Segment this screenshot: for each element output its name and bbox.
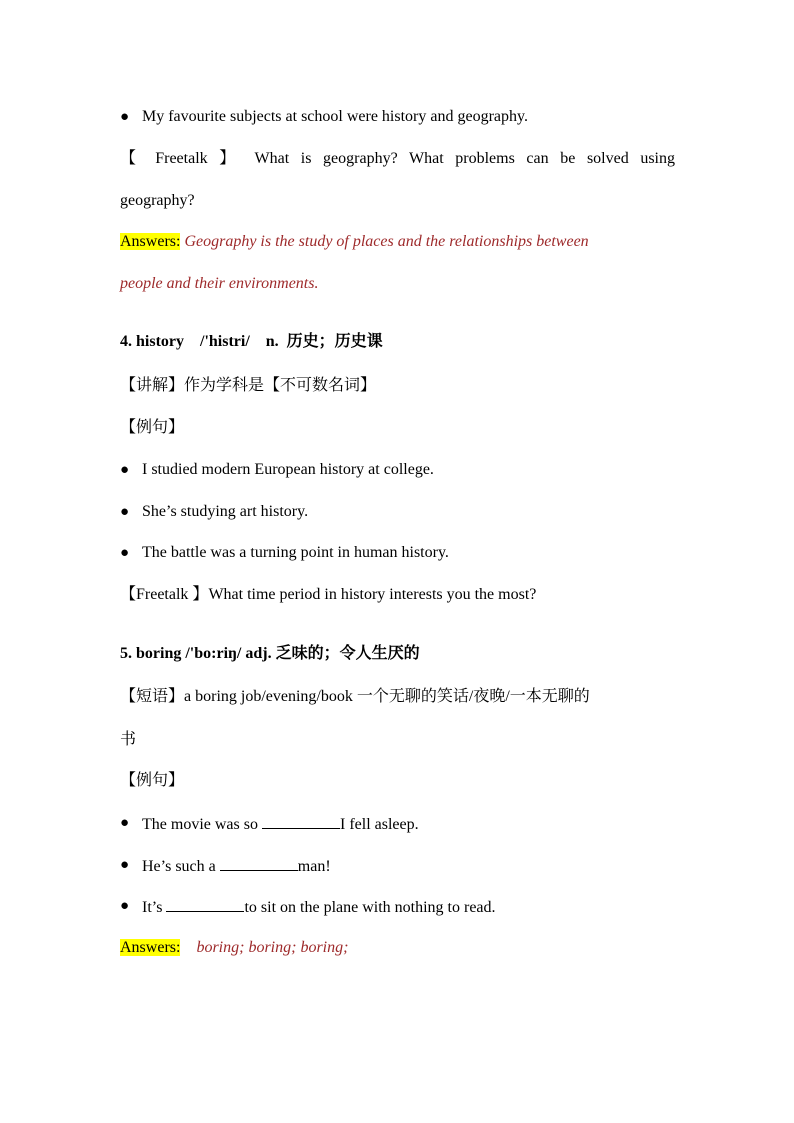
bullet-icon: ● <box>120 545 130 561</box>
freetalk-line <box>120 584 675 606</box>
freetalk-label: 【 Freetalk 】 <box>120 150 243 167</box>
answers-label: Answers: <box>120 939 181 956</box>
explain-label: 【讲解】 <box>120 377 185 394</box>
freetalk-text: What time period in history interests you the most? <box>208 586 537 603</box>
section-heading-boring: 5. boring /'bo:riŋ/ adj. 乏味的；令人生厌的 <box>120 645 420 662</box>
freetalk-text-cont: geography? <box>120 192 195 209</box>
example-text: I studied modern European history at college. <box>142 461 434 478</box>
bullet-icon: ● <box>120 815 130 831</box>
section-heading-history: 4. history /'histri/ n. 历史；历史课 <box>120 333 383 350</box>
answer-text-cont: people and their environments. <box>120 275 319 292</box>
answer-text: boring; boring; boring; <box>196 939 349 956</box>
phrase-label: 【短语】 <box>120 688 185 705</box>
freetalk-label: 【Freetalk 】 <box>120 586 209 603</box>
example-text: She’s studying art history. <box>142 503 309 520</box>
fill-blank <box>220 854 298 871</box>
answers-line-cont <box>120 273 675 295</box>
bullet-icon: ● <box>120 504 130 520</box>
bullet-icon: ● <box>120 898 130 914</box>
examples-label: 【例句】 <box>120 419 185 436</box>
bullet-icon: ● <box>120 462 130 478</box>
answers-label: Answers: <box>120 233 181 250</box>
bullet-icon: ● <box>120 857 130 873</box>
bullet-icon: ● <box>120 109 130 125</box>
example-text-before: It’s <box>142 899 167 916</box>
freetalk-text: What is geography? What problems can be solved using <box>254 150 676 167</box>
answers-line <box>120 231 675 253</box>
explain-text: 作为学科是【不可数名词】 <box>184 377 377 394</box>
phrase-line-cont: 书 <box>120 731 137 748</box>
fill-blank <box>166 895 244 912</box>
example-text-after: man! <box>297 858 331 875</box>
example-text: The battle was a turning point in human history. <box>142 544 449 561</box>
fill-blank <box>262 812 340 829</box>
example-text-after: I fell asleep. <box>339 816 419 833</box>
example-text-after: to sit on the plane with nothing to read. <box>244 899 496 916</box>
phrase-text: a boring job/evening/book 一个无聊的笑话/夜晚/一本无聊的 <box>184 688 590 705</box>
freetalk-line-cont <box>120 190 675 212</box>
examples-label: 【例句】 <box>120 772 185 789</box>
example-text: My favourite subjects at school were history and geography. <box>142 108 528 125</box>
freetalk-line <box>120 148 675 170</box>
example-text-before: The movie was so <box>142 816 262 833</box>
example-text-before: He’s such a <box>142 858 220 875</box>
answer-text: Geography is the study of places and the relationships between <box>184 233 589 250</box>
answers-line <box>120 937 675 959</box>
explain-line <box>120 375 675 397</box>
phrase-line <box>120 686 675 708</box>
